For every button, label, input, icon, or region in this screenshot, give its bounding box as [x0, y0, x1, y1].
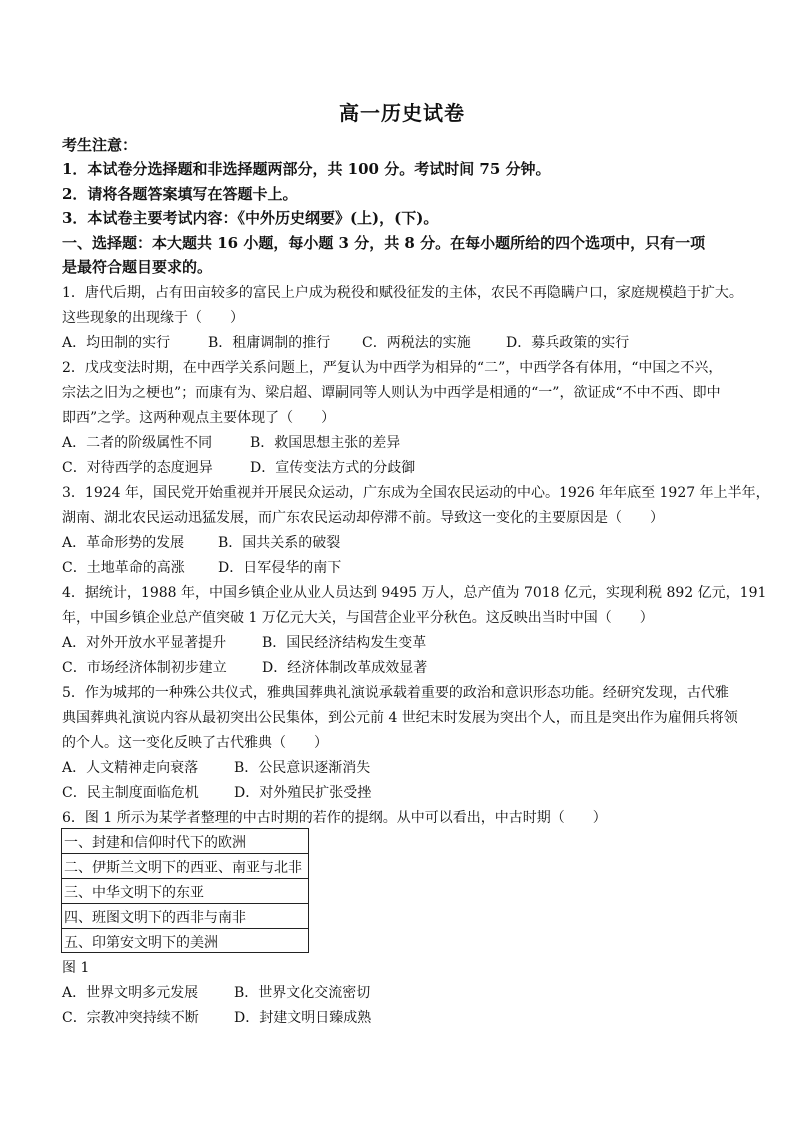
section-heading: 一、选择题：本大题共 16 小题，每小题 3 分，共 8 分。在每小题所给的四个选项中，只有一项 [62, 234, 706, 252]
option-a[interactable]: A．人文精神走向衰落 [62, 760, 199, 776]
option-d[interactable]: D．封建文明日臻成熟 [234, 1010, 372, 1026]
option-b[interactable]: B．租庸调制的推行 [208, 335, 331, 351]
option-b[interactable]: B．救国思想主张的差异 [250, 435, 401, 451]
option-c[interactable]: C．宗教冲突持续不断 [62, 1010, 199, 1026]
question-4-stem: 4．据统计，1988 年，中国乡镇企业从业人员达到 9495 万人，总产值为 7018 亿元，实现利税 892 亿元，191 [62, 585, 767, 601]
option-c[interactable]: C．对待西学的态度迥异 [62, 460, 213, 476]
question-1-options [62, 332, 629, 352]
option-b[interactable]: B．国共关系的破裂 [218, 535, 341, 551]
page-title: 高一历史试卷 [339, 101, 465, 125]
question-1-stem: 1．唐代后期，占有田亩较多的富民上户成为税役和赋役征发的主体，农民不再隐瞒户口，家庭规模趋于扩大。 [62, 285, 743, 301]
question-3-options [62, 532, 340, 552]
outline-divider [62, 878, 308, 879]
question-6-options [62, 982, 370, 1002]
question-5-options [62, 782, 371, 802]
option-d[interactable]: D．日军侵华的南下 [218, 560, 342, 576]
option-c[interactable]: C．市场经济体制初步建立 [62, 660, 227, 676]
figure-caption: 图 1 [62, 960, 90, 976]
option-d[interactable]: D．对外殖民扩张受挫 [234, 785, 372, 801]
question-6-stem: 6．图 1 所示为某学者整理的中古时期的若作的提纲。从中可以看出，中古时期（ ） [62, 810, 607, 826]
question-3-stem: 湖南、湖北农民运动迅猛发展，而广东农民运动却停滞不前。导致这一变化的主要原因是（ ） [62, 510, 664, 526]
question-6-options [62, 1007, 371, 1027]
notice-item: 2．请将各题答案填写在答题卡上。 [62, 185, 298, 203]
question-2-options [62, 457, 415, 477]
option-b[interactable]: B．世界文化交流密切 [234, 985, 371, 1001]
question-4-stem: 年，中国乡镇企业总产值突破 1 万亿元大关，与国营企业平分秋色。这反映出当时中国（ ） [62, 610, 654, 626]
section-heading: 是最符合题目要求的。 [62, 258, 213, 276]
question-2-stem: 2．戊戌变法时期，在中西学关系问题上，严复认为中西学为相异的“二”，中西学各有体用，“中国之不兴， [62, 360, 723, 376]
question-5-options [62, 757, 370, 777]
option-a[interactable]: A．二者的阶级属性不同 [62, 435, 213, 451]
outline-divider [62, 903, 308, 904]
option-b[interactable]: B．公民意识逐渐消失 [234, 760, 371, 776]
outline-row: 二、伊斯兰文明下的西亚、南亚与北非 [64, 860, 302, 876]
notice-item: 1．本试卷分选择题和非选择题两部分，共 100 分。考试时间 75 分钟。 [62, 160, 551, 178]
notice-heading: 考生注意： [62, 136, 138, 154]
option-a[interactable]: A．世界文明多元发展 [62, 985, 199, 1001]
question-2-options [62, 432, 400, 452]
option-d[interactable]: D．宣传变法方式的分歧御 [250, 460, 416, 476]
outline-row: 三、中华文明下的东亚 [64, 885, 204, 901]
option-a[interactable]: A．均田制的实行 [62, 335, 171, 351]
question-4-options [62, 632, 426, 652]
question-5-stem: 5．作为城邦的一种殊公共仪式，雅典国葬典礼演说承载着重要的政治和意识形态功能。经研究发现，古代雅 [62, 685, 729, 701]
question-3-stem: 3．1924 年，国民党开始重视并开展民众运动，广东成为全国农民运动的中心。1926 年年底至 1927 年上半年， [62, 485, 770, 501]
question-3-options [62, 557, 341, 577]
outline-divider [62, 853, 308, 854]
option-c[interactable]: C．土地革命的高涨 [62, 560, 185, 576]
outline-row: 五、印第安文明下的美洲 [64, 935, 218, 951]
option-b[interactable]: B．国民经济结构发生变革 [262, 635, 427, 651]
option-d[interactable]: D．经济体制改革成效显著 [262, 660, 428, 676]
question-5-stem: 的个人。这一变化反映了古代雅典（ ） [62, 735, 328, 751]
question-2-stem: 宗法之旧为之梗也”；而康有为、梁启超、谭嗣同等人则认为中西学是相通的“一”，欲证成“不中不西、即中 [62, 385, 721, 401]
option-a[interactable]: A．革命形势的发展 [62, 535, 185, 551]
question-1-stem: 这些现象的出现缘于（ ） [62, 310, 244, 326]
option-c[interactable]: C．民主制度面临危机 [62, 785, 199, 801]
question-4-options [62, 657, 427, 677]
outline-divider [62, 928, 308, 929]
figure-1-outline [61, 828, 309, 953]
outline-row: 一、封建和信仰时代下的欧洲 [64, 835, 246, 851]
option-c[interactable]: C．两税法的实施 [362, 335, 471, 351]
question-2-stem: 即西”之学。这两种观点主要体现了（ ） [62, 410, 336, 426]
outline-row: 四、班图文明下的西非与南非 [64, 910, 246, 926]
option-d[interactable]: D．募兵政策的实行 [506, 335, 630, 351]
notice-item: 3．本试卷主要考试内容：《中外历史纲要》(上)，(下)。 [62, 209, 439, 227]
question-5-stem: 典国葬典礼演说内容从最初突出公民集体，到公元前 4 世纪末时发展为突出个人，而且是突出作为雇佣兵将领 [62, 710, 738, 726]
option-a[interactable]: A．对外开放水平显著提升 [62, 635, 227, 651]
